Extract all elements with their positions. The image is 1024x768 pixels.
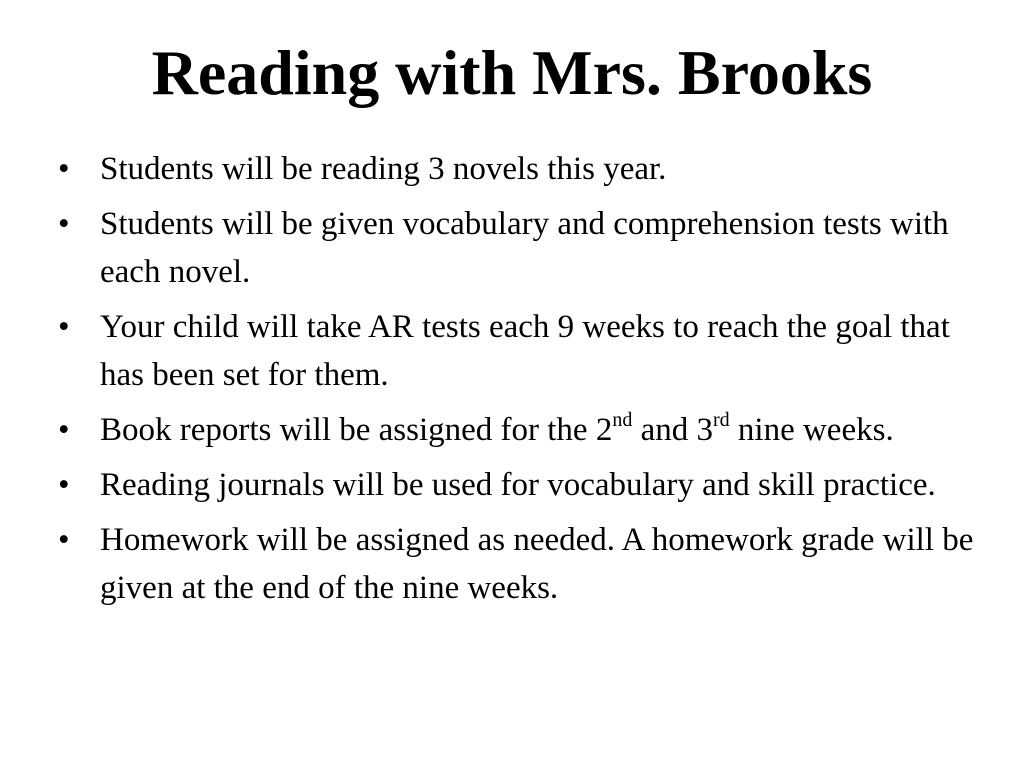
bullet-text-part: and 3 <box>632 412 713 448</box>
bullet-text: Students will be given vocabulary and comprehension tests with each novel. <box>100 206 949 290</box>
bullet-text-part: Book reports will be assigned for the 2 <box>100 412 613 448</box>
bullet-text: Reading journals will be used for vocabulary and skill practice. <box>100 467 936 503</box>
bullet-text: Homework will be assigned as needed. A homework grade will be given at the end of the nine weeks. <box>100 522 974 606</box>
bullet-text: Your child will take AR tests each 9 weeks to reach the goal that has been set for them. <box>100 309 950 393</box>
bullet-dot-icon: • <box>58 522 70 558</box>
slide-title: Reading with Mrs. Brooks <box>151 37 873 108</box>
bullet-dot-icon: • <box>58 206 70 242</box>
bullet-text: Students will be reading 3 novels this year. <box>100 151 667 187</box>
bullet-dot-icon: • <box>58 412 70 448</box>
bullet-item <box>58 200 988 296</box>
bullet-item <box>58 145 988 193</box>
bullet-dot-icon: • <box>58 151 70 187</box>
bullet-item <box>58 461 988 509</box>
bullet-text <box>100 409 894 448</box>
ordinal-suffix: rd <box>712 409 730 431</box>
bullet-dot-icon: • <box>58 467 70 503</box>
bullet-list <box>58 145 988 619</box>
bullet-item <box>58 516 988 612</box>
bullet-item <box>58 303 988 399</box>
bullet-dot-icon: • <box>58 309 70 345</box>
bullet-text-part: nine weeks. <box>729 412 894 448</box>
bullet-item <box>58 406 988 454</box>
ordinal-suffix: nd <box>612 409 633 431</box>
